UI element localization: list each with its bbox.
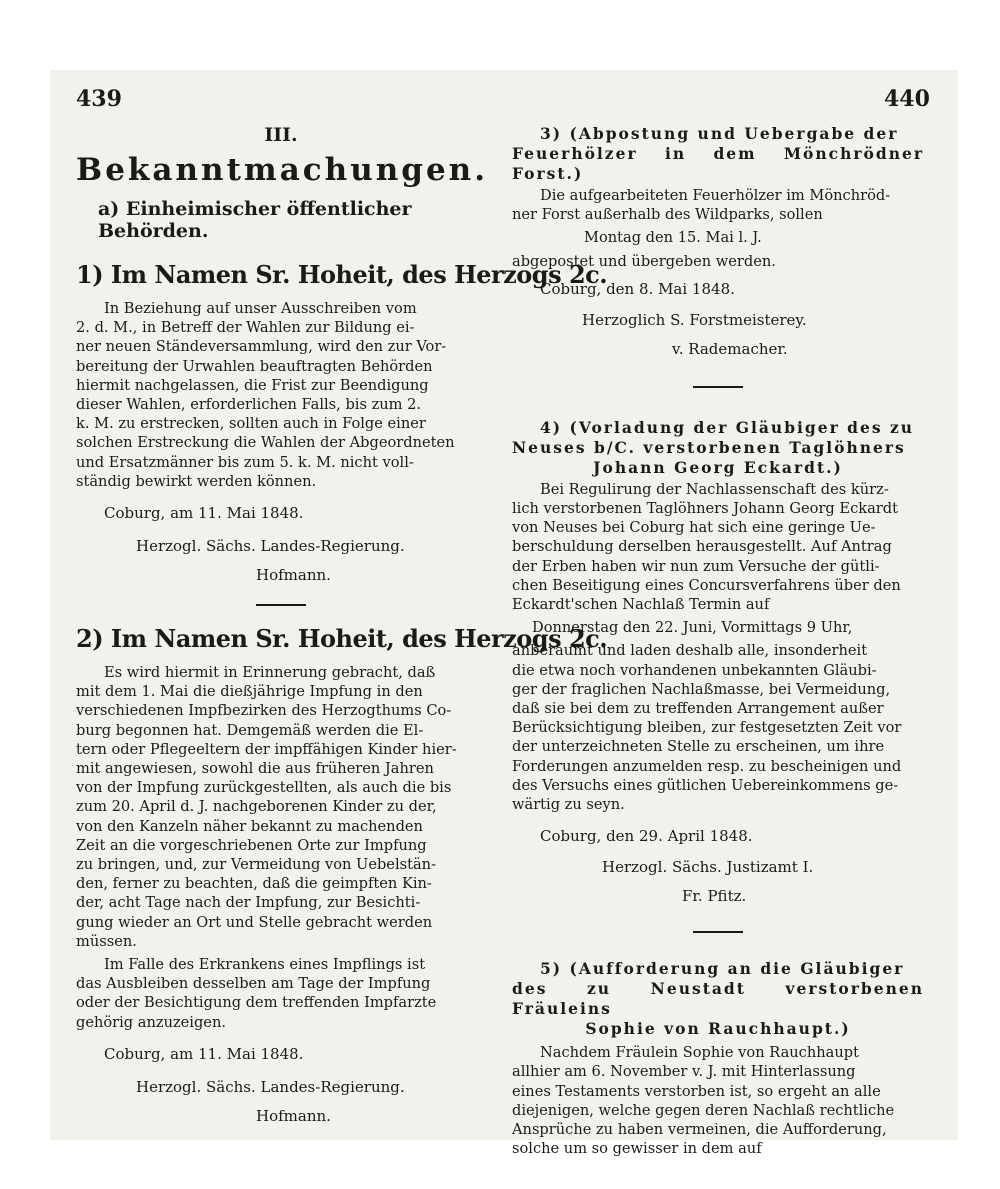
text-line: eines Testaments verstorben ist, so ergeht an alle bbox=[512, 1082, 881, 1100]
notice-3-date: Montag den 15. Mai l. J. bbox=[584, 229, 762, 247]
text-line: hiermit nachgelassen, die Frist zur Beendigung bbox=[76, 376, 429, 394]
text-line: zum 20. April d. J. nachgeborenen Kinder zu der, bbox=[76, 798, 437, 816]
notice-2-heading: 2) Im Namen Sr. Hoheit, des Herzogs 2c. bbox=[76, 624, 608, 654]
section-title: Bekanntmachungen. bbox=[76, 152, 488, 188]
text-line: ner neuen Ständeversammlung, wird den zur Vor- bbox=[76, 338, 447, 356]
text-line: zu bringen, und, zur Vermeidung von Uebelstän- bbox=[76, 856, 436, 874]
text-line: ner Forst außerhalb des Wildparks, sollen bbox=[512, 206, 823, 224]
text-line: Zeit an die vorgeschriebenen Orte zur Impfung bbox=[76, 836, 427, 854]
heading-line: Feuerhölzer in dem Mönchrödner Forst.) bbox=[512, 144, 924, 183]
text-line: Ansprüche zu haben vermeinen, die Aufforderung, bbox=[512, 1121, 887, 1139]
text-line: von der Impfung zurückgestellten, als auch die bis bbox=[76, 779, 452, 797]
text-line: solchen Erstreckung die Wahlen der Abgeordneten bbox=[76, 434, 455, 452]
text-line: von den Kanzeln näher bekannt zu machenden bbox=[76, 817, 423, 835]
heading-line: 3) (Abpostung und Uebergabe der bbox=[540, 124, 899, 143]
text-line: des Versuchs eines gütlichen Uebereinkommens ge- bbox=[512, 776, 899, 794]
text-line: In Beziehung auf unser Ausschreiben vom bbox=[104, 300, 417, 317]
notice-4-text bbox=[512, 480, 924, 814]
notice-3 bbox=[512, 124, 924, 360]
text-line: gung wieder an Ort und Stelle gebracht werden bbox=[76, 913, 433, 931]
notice-2-authority: Herzogl. Sächs. Landes-Regierung. bbox=[136, 1077, 405, 1096]
text-line: Die aufgearbeiteten Feuerhölzer im Mönchröd- bbox=[540, 187, 891, 204]
text-line: Forderungen anzumelden resp. zu bescheinigen und bbox=[512, 757, 902, 775]
heading-line: des zu Neustadt verstorbenen Fräuleins bbox=[512, 979, 924, 1019]
text-line: Nachdem Fräulein Sophie von Rauchhaupt bbox=[540, 1044, 859, 1062]
text-line: ger der fraglichen Nachlaßmasse, bei Vermeidung, bbox=[512, 680, 891, 698]
text-line: lich verstorbenen Taglöhners Johann Georg Eckardt bbox=[512, 500, 898, 518]
right-column bbox=[512, 124, 924, 1158]
text-line: allhier am 6. November v. J. mit Hinterlassung bbox=[512, 1063, 856, 1081]
text-line: berschuldung derselben herausgestellt. Auf Antrag bbox=[512, 538, 892, 556]
notice-5 bbox=[512, 959, 924, 1158]
notice-1 bbox=[76, 260, 608, 586]
text-line: anberaumt und laden deshalb alle, insonderheit bbox=[512, 642, 868, 660]
notice-2-signatory: Hofmann. bbox=[256, 1106, 331, 1125]
page-number-left: 439 bbox=[76, 86, 122, 112]
notice-5-heading bbox=[512, 959, 924, 1039]
heading-line: 4) (Vorladung der Gläubiger des zu bbox=[540, 417, 915, 437]
text-line: Es wird hiermit in Erinnerung gebracht, daß bbox=[104, 664, 436, 682]
text-line: burg begonnen hat. Demgemäß werden die El- bbox=[76, 721, 424, 739]
heading-line: 5) (Aufforderung an die Gläubiger bbox=[540, 959, 905, 979]
text-line: der Erben haben wir nun zum Versuche der gütli- bbox=[512, 557, 880, 575]
notice-4-signatory: Fr. Pfitz. bbox=[682, 887, 747, 906]
text-line: ständig bewirkt werden können. bbox=[76, 472, 317, 490]
notice-1-signatory: Hofmann. bbox=[256, 566, 331, 585]
notice-1-heading: 1) Im Namen Sr. Hoheit, des Herzogs 2c. bbox=[76, 260, 608, 289]
notice-4-authority: Herzogl. Sächs. Justizamt I. bbox=[602, 858, 814, 877]
text-line: Bei Regulirung der Nachlassenschaft des kürz- bbox=[540, 480, 889, 498]
text-line: daß sie bei dem zu treffenden Arrangement außer bbox=[512, 700, 884, 718]
text-line: mit angewiesen, sowohl die aus früheren Jahren bbox=[76, 760, 434, 778]
text-line: k. M. zu erstrecken, sollten auch in Folge einer bbox=[76, 415, 426, 433]
text-line: solche um so gewisser in dem auf bbox=[512, 1140, 762, 1158]
text-line: Berücksichtigung bleiben, zur festgesetzten Zeit vor bbox=[512, 719, 902, 737]
notice-3-authority: Herzoglich S. Forstmeisterey. bbox=[582, 310, 807, 329]
text-line: 2. d. M., in Betreff der Wahlen zur Bildung ei- bbox=[76, 319, 415, 337]
heading-line: Sophie von Rauchhaupt.) bbox=[585, 1019, 851, 1039]
separator-rule bbox=[693, 386, 743, 388]
text-line: tern oder Pflegeeltern der impffähigen Kinder hier- bbox=[76, 740, 457, 758]
separator-rule bbox=[256, 604, 306, 606]
text-line: mit dem 1. Mai die dießjährige Impfung in den bbox=[76, 683, 423, 701]
page-number-right: 440 bbox=[884, 86, 930, 112]
text-line: oder der Besichtigung dem treffenden Impfarzte bbox=[76, 994, 437, 1012]
text-line: gehörig anzuzeigen. bbox=[76, 1013, 226, 1031]
text-line: dieser Wahlen, erforderlichen Falls, bis zum 2. bbox=[76, 396, 422, 414]
notice-3-text bbox=[512, 186, 924, 271]
notice-4-heading bbox=[512, 418, 924, 478]
text-line: wärtig zu seyn. bbox=[512, 796, 625, 814]
text-line: müssen. bbox=[76, 932, 137, 950]
text-line: der, acht Tage nach der Impfung, zur Besichti- bbox=[76, 894, 421, 912]
notice-4 bbox=[512, 418, 924, 907]
subsection-title: a) Einheimischer öffentlicher Behörden. bbox=[98, 198, 412, 242]
text-line: verschiedenen Impfbezirken des Herzogthums Co- bbox=[76, 702, 452, 720]
notice-2-place-date: Coburg, am 11. Mai 1848. bbox=[104, 1044, 304, 1063]
notice-1-text bbox=[76, 299, 486, 491]
section-numeral: III. bbox=[264, 124, 298, 146]
text-line: Im Falle des Erkrankens eines Impflings ist bbox=[104, 956, 426, 974]
text-line: den, ferner zu beachten, daß die geimpften Kin- bbox=[76, 875, 432, 893]
notice-2-text bbox=[76, 663, 486, 1032]
text-line: chen Beseitigung eines Concursverfahrens über den bbox=[512, 576, 901, 594]
notice-3-signatory: v. Rademacher. bbox=[672, 339, 788, 358]
notice-4-place-date: Coburg, den 29. April 1848. bbox=[540, 827, 753, 846]
notice-3-place-date: Coburg, den 8. Mai 1848. bbox=[540, 279, 735, 298]
text-line: von Neuses bei Coburg hat sich eine geringe Ue- bbox=[512, 519, 876, 537]
notice-3-heading bbox=[512, 124, 924, 184]
text-line: Eckardt'schen Nachlaß Termin auf bbox=[512, 596, 770, 614]
notice-1-place-date: Coburg, am 11. Mai 1848. bbox=[104, 504, 304, 523]
text-line: und Ersatzmänner bis zum 5. k. M. nicht voll- bbox=[76, 453, 414, 471]
separator-rule bbox=[693, 931, 743, 933]
notice-1-authority: Herzogl. Sächs. Landes-Regierung. bbox=[136, 537, 405, 556]
text-line: die etwa noch vorhandenen unbekannten Gläubi- bbox=[512, 661, 877, 679]
text-line: der unterzeichneten Stelle zu erscheinen, um ihre bbox=[512, 738, 885, 756]
notice-4-date: Donnerstag den 22. Juni, Vormittags 9 Uhr, bbox=[532, 619, 853, 637]
notice-5-text bbox=[512, 1043, 924, 1158]
text-line: bereitung der Urwahlen beauftragten Behörden bbox=[76, 357, 433, 375]
text-line: diejenigen, welche gegen deren Nachlaß rechtliche bbox=[512, 1101, 895, 1119]
heading-line: Neuses b/C. verstorbenen Taglöhners bbox=[512, 437, 906, 457]
text-line: das Ausbleiben desselben am Tage der Impfung bbox=[76, 975, 431, 993]
text-line: abgepostet und übergeben werden. bbox=[512, 252, 776, 270]
heading-line: Johann Georg Eckardt.) bbox=[593, 457, 843, 477]
